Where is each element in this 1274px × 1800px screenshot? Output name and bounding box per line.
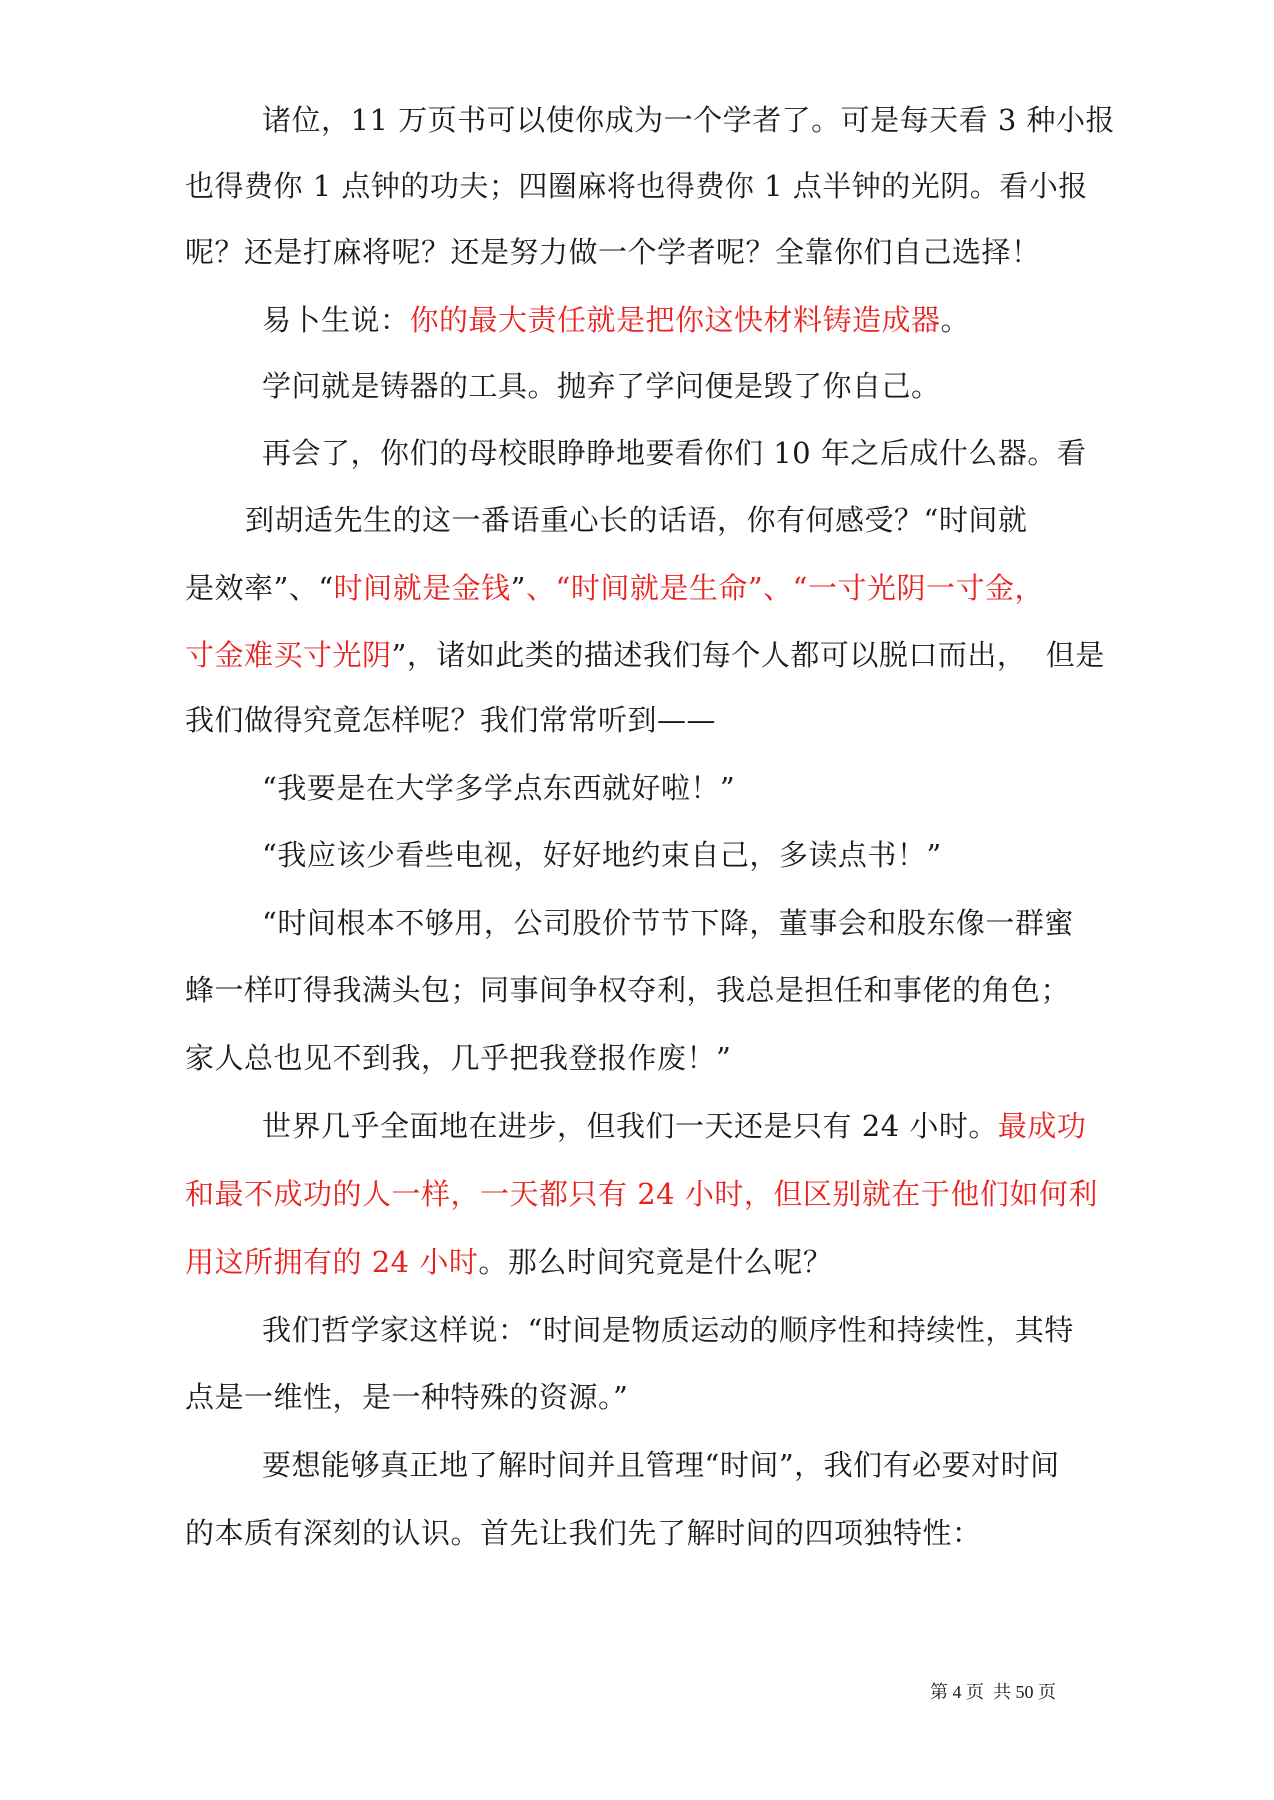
- text-segment: 呢？还是打麻将呢？还是努力做一个学者呢？全靠你们自己选择！: [185, 235, 1041, 269]
- text-line: [262, 433, 1086, 473]
- text-line: [262, 835, 942, 875]
- text-line: [185, 635, 1105, 675]
- text-segment: 到胡适先生的这一番语重心长的话语，你有何感受？“时间就: [245, 503, 1028, 537]
- highlighted-text: 最成功: [997, 1109, 1087, 1143]
- text-segment: 我们做得究竟怎样呢？我们常常听到——: [185, 703, 717, 737]
- text-line: [262, 300, 970, 340]
- highlighted-text: 你的最大责任就是把你这快材料铸造成器: [409, 303, 941, 337]
- text-line: [185, 1038, 731, 1078]
- text-line: [185, 1174, 1098, 1214]
- text-line: [262, 768, 735, 808]
- text-segment: “我要是在大学多学点东西就好啦！”: [262, 771, 736, 805]
- text-segment: 再会了，你们的母校眼睁睁地要看你们 10 年之后成什么器。看: [262, 436, 1087, 470]
- text-segment: 要想能够真正地了解时间并且管理“时间”，我们有必要对时间: [262, 1448, 1060, 1482]
- text-segment: 家人总也见不到我，几乎把我登报作废！”: [185, 1041, 732, 1075]
- highlighted-text: 和最不成功的人一样，一天都只有 24 小时，但区别就在于他们如何利: [185, 1177, 1098, 1211]
- highlighted-text: 用这所拥有的 24 小时: [185, 1245, 479, 1279]
- text-line: [262, 1310, 1074, 1350]
- text-line: [185, 970, 1070, 1010]
- text-line: [262, 1445, 1060, 1485]
- text-line: [185, 166, 1088, 206]
- text-segment: “我应该少看些电视，好好地约束自己，多读点书！”: [262, 838, 942, 872]
- text-line: [185, 568, 1044, 608]
- text-segment: 点是一维性，是一种特殊的资源。”: [185, 1380, 629, 1414]
- text-segment: 蜂一样叮得我满头包；同事间争权夺利，我总是担任和事佬的角色；: [185, 973, 1071, 1007]
- text-segment: 也得费你 1 点钟的功夫；四圈麻将也得费你 1 点半钟的光阴。看小报: [185, 169, 1088, 203]
- text-line: [185, 1377, 628, 1417]
- text-segment: 易卜生说：: [262, 303, 410, 337]
- highlighted-text: 寸金难买寸光阴: [185, 638, 392, 672]
- text-line: [262, 366, 941, 406]
- text-segment: 。: [940, 303, 971, 337]
- text-segment: 。那么时间究竟是什么呢？: [478, 1245, 833, 1279]
- text-segment: 我们哲学家这样说：“时间是物质运动的顺序性和持续性，其特: [262, 1313, 1074, 1347]
- text-segment: 诸位，11 万页书可以使你成为一个学者了。可是每天看 3 种小报: [262, 103, 1116, 137]
- text-segment: ”: [510, 571, 526, 605]
- text-segment: ”，诸如此类的描述我们每个人都可以脱口而出， 但是: [391, 638, 1105, 672]
- highlighted-text: 时间就是金钱: [333, 571, 511, 605]
- page-number: 第 4 页 共 50 页: [930, 1682, 1056, 1702]
- text-segment: 是效率”、“: [185, 571, 334, 605]
- text-segment: 学问就是铸器的工具。抛弃了学问便是毁了你自己。: [262, 369, 941, 403]
- highlighted-text: 、“时间就是生命”、“一寸光阴一寸金，: [526, 571, 1044, 605]
- text-line: [262, 100, 1115, 140]
- text-line: [185, 1513, 982, 1553]
- text-line: [185, 700, 716, 740]
- text-line: [185, 1242, 832, 1282]
- text-line: [185, 232, 1041, 272]
- text-segment: 的本质有深刻的认识。首先让我们先了解时间的四项独特性：: [185, 1516, 982, 1550]
- text-segment: “时间根本不够用，公司股价节节下降，董事会和股东像一群蜜: [262, 906, 1074, 940]
- text-line: [262, 903, 1074, 943]
- text-segment: 世界几乎全面地在进步，但我们一天还是只有 24 小时。: [262, 1109, 998, 1143]
- text-line: [245, 500, 1027, 540]
- text-line: [262, 1106, 1086, 1146]
